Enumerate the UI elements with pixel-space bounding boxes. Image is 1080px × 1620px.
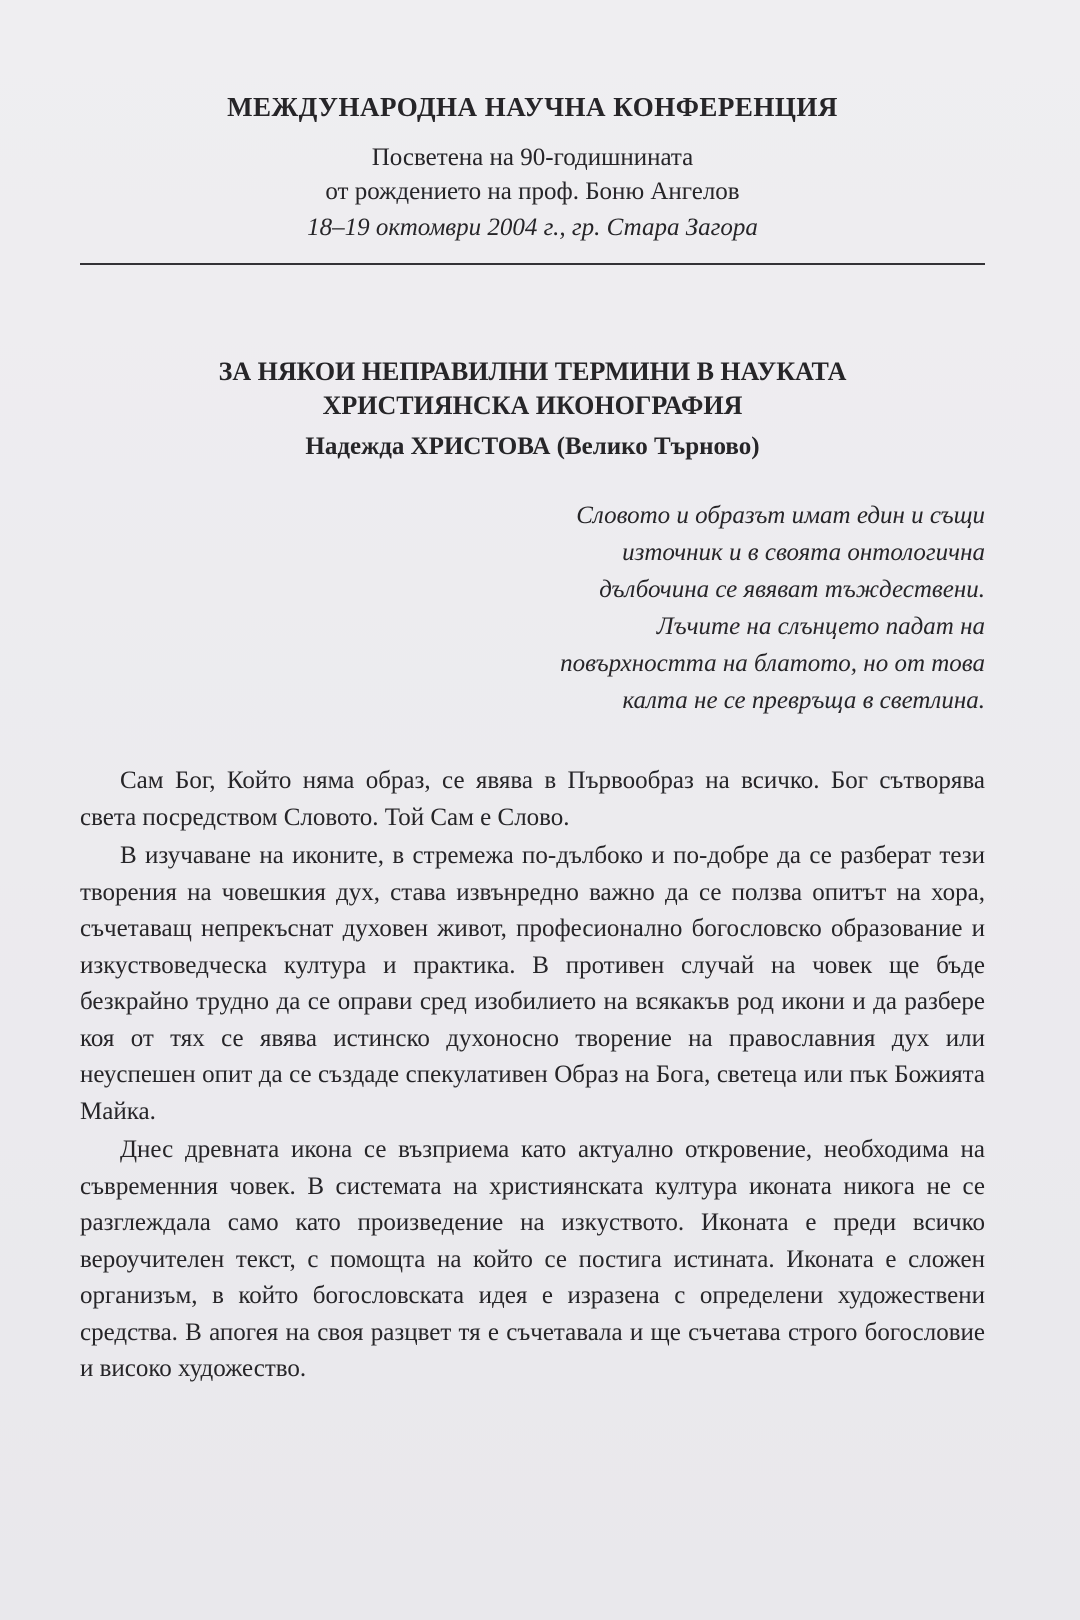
epigraph-line: Лъчите на слънцето падат на — [656, 613, 985, 640]
epigraph-line: източник и в своята онтологична — [622, 539, 985, 566]
conference-title: МЕЖДУНАРОДНА НАУЧНА КОНФЕРЕНЦИЯ — [227, 92, 838, 122]
body-paragraph: В изучаване на иконите, в стремежа по-дълбоко и по-добре да се разберат тези творения на човешкия дух, става извънредно важно да се ползва опитът на хора, съчетаващ непрекъснат духовен живот, професионално богословско образование и изкуствоведческа култура и практика. В противен случай на човек ще бъде безкрайно трудно да се оправи сред изобилието на всякакъв род икони и да разбере коя от тях се явява истинско духоносно творение на православния дух или неуспешен опит да се създаде спекулативен Образ на Бога, светеца или пък Божията Майка. — [80, 842, 985, 1125]
conference-subtitle-line-2: от рождението на проф. Боню Ангелов — [325, 178, 740, 205]
body-paragraph: Днес древната икона се възприема като актуално откровение, необходима на съвременния човек. В системата на християнската култура иконата никога не се разглеждала само като произведение на изкуството. Иконата е преди всичко вероучителен текст, с помощта на който се постига истината. Иконата е сложен организъм, в който богословската идея е изразена с определени художествени средства. В апогея на своя разцвет тя е съчетавала и ще съчетава строго богословие и високо художество. — [80, 1136, 985, 1382]
article-title-line-2: ХРИСТИЯНСКА ИКОНОГРАФИЯ — [322, 391, 743, 420]
epigraph-line: дълбочина се явяват тъждествени. — [599, 576, 985, 603]
article-body — [80, 763, 985, 1388]
epigraph — [80, 497, 985, 719]
article-title-line-1: ЗА НЯКОИ НЕПРАВИЛНИ ТЕРМИНИ В НАУКАТА — [218, 357, 847, 386]
epigraph-line: калта не се превръща в светлина. — [622, 687, 985, 714]
header-divider — [80, 263, 985, 265]
page-content — [80, 92, 985, 1388]
conference-date-place: 18–19 октомври 2004 г., гр. Стара Загора — [307, 214, 758, 241]
article-title — [80, 355, 985, 423]
epigraph-line: повърхността на блатото, но от това — [560, 650, 985, 677]
epigraph-line: Словото и образът имат един и същи — [576, 502, 985, 529]
body-paragraph: Сам Бог, Който няма образ, се явява в Първообраз на всичко. Бог сътворява света посредством Словото. Той Сам е Слово. — [80, 767, 985, 831]
article-author: Надежда ХРИСТОВА (Велико Търново) — [305, 433, 760, 460]
conference-subtitle-line-1: Посветена на 90-годишнината — [371, 144, 694, 171]
